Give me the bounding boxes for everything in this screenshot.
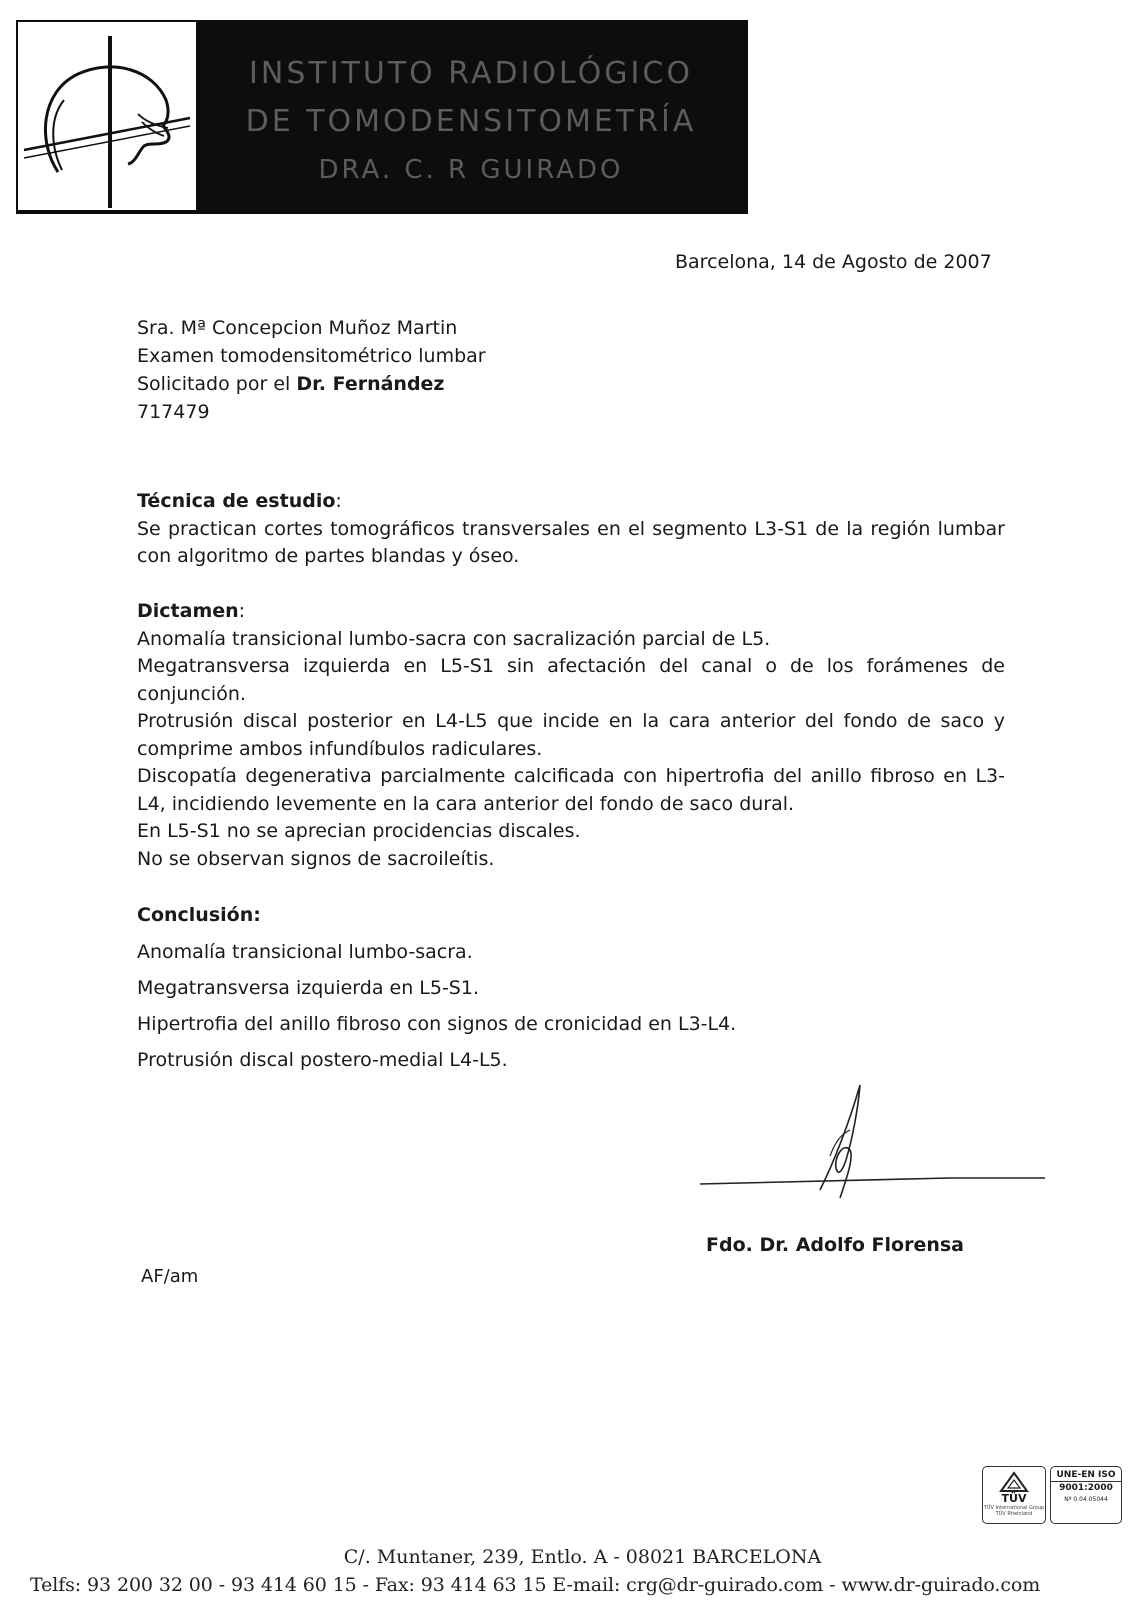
- dictamen-heading-text: Dictamen: [137, 600, 239, 622]
- iso-standard-label: UNE-EN ISO: [1051, 1467, 1121, 1482]
- iso-cert-badge: [1050, 1466, 1122, 1524]
- requested-by: [137, 370, 486, 398]
- dictamen-item: Megatransversa izquierda en L5-S1 sin afectación del canal o de los forámenes de conjunción.: [137, 655, 1005, 705]
- dictamen-item: Discopatía degenerativa parcialmente calcificada con hipertrofia del anillo fibroso en L3-L4, incidiendo levemente en la cara anterior del fondo de saco dural.: [137, 765, 1005, 815]
- exam-type: Examen tomodensitométrico lumbar: [137, 345, 486, 367]
- letterhead-text: [206, 50, 736, 194]
- tuv-small-text: TÜV International Group TÜV Rheinland: [983, 1505, 1045, 1517]
- institute-name-line1: INSTITUTO RADIOLÓGICO: [249, 56, 693, 91]
- requested-by-label: Solicitado por el: [137, 373, 297, 395]
- tuv-label: TÜV: [1001, 1492, 1027, 1505]
- handwritten-signature: [700, 1080, 1060, 1210]
- patient-info: [137, 314, 486, 426]
- letter-date: Barcelona, 14 de Agosto de 2007: [675, 251, 992, 273]
- tuv-triangle-icon: [999, 1471, 1029, 1493]
- letterhead-banner: [16, 20, 748, 214]
- institute-name-line2: DE TOMODENSITOMETRÍA: [245, 104, 697, 139]
- tecnica-text: Se practican cortes tomográficos transversales en el segmento L3-S1 de la región lumbar con algoritmo de partes blandas y óseo.: [137, 517, 1005, 567]
- requesting-doctor: Dr. Fernández: [296, 373, 445, 395]
- dictamen-heading: Dictamen:: [137, 600, 246, 622]
- dictamen-item: No se observan signos de sacroileítis.: [137, 847, 495, 870]
- conclusion-item: Hipertrofia del anillo fibroso con signos de cronicidad en L3-L4.: [137, 1013, 737, 1035]
- reference-initials: AF/am: [141, 1266, 199, 1287]
- dictamen-item: En L5-S1 no se aprecian procidencias discales.: [137, 820, 581, 842]
- tecnica-heading-text: Técnica de estudio: [137, 490, 336, 512]
- dictamen-item: Protrusión discal posterior en L4-L5 que incide en la cara anterior del fondo de saco y comprime ambos infundíbulos radiculares.: [137, 710, 1005, 760]
- institute-name-line3: DRA. C. R GUIRADO: [318, 155, 624, 185]
- patient-name: Sra. Mª Concepcion Muñoz Martin: [137, 317, 458, 339]
- footer-contact: Telfs: 93 200 32 00 - 93 414 60 15 - Fax: 93 414 63 15 E-mail: crg@dr-guirado.com - www.dr-guirado.com: [30, 1574, 1041, 1596]
- conclusion-item: Anomalía transicional lumbo-sacra.: [137, 941, 473, 963]
- head-scan-logo-icon: [18, 22, 196, 210]
- conclusion-item: Megatransversa izquierda en L5-S1.: [137, 977, 479, 999]
- conclusion-item: Protrusión discal postero-medial L4-L5.: [137, 1049, 508, 1071]
- iso-cert-number: Nº 0.04 05044: [1064, 1496, 1108, 1503]
- dictamen-item: Anomalía transicional lumbo-sacra con sacralización parcial de L5.: [137, 627, 771, 650]
- signer-name: Fdo. Dr. Adolfo Florensa: [706, 1234, 964, 1256]
- iso-standard-number: 9001:2000: [1059, 1483, 1113, 1493]
- dictamen-section: [137, 598, 1005, 873]
- conclusion-heading: Conclusión:: [137, 904, 261, 926]
- tecnica-heading: Técnica de estudio:: [137, 490, 342, 512]
- footer-address: C/. Muntaner, 239, Entlo. A - 08021 BARCELONA: [343, 1546, 822, 1568]
- tuv-cert-badge: [982, 1466, 1046, 1524]
- patient-id: 717479: [137, 401, 210, 423]
- conclusion-section: [137, 900, 1005, 1078]
- tecnica-section: [137, 488, 1005, 571]
